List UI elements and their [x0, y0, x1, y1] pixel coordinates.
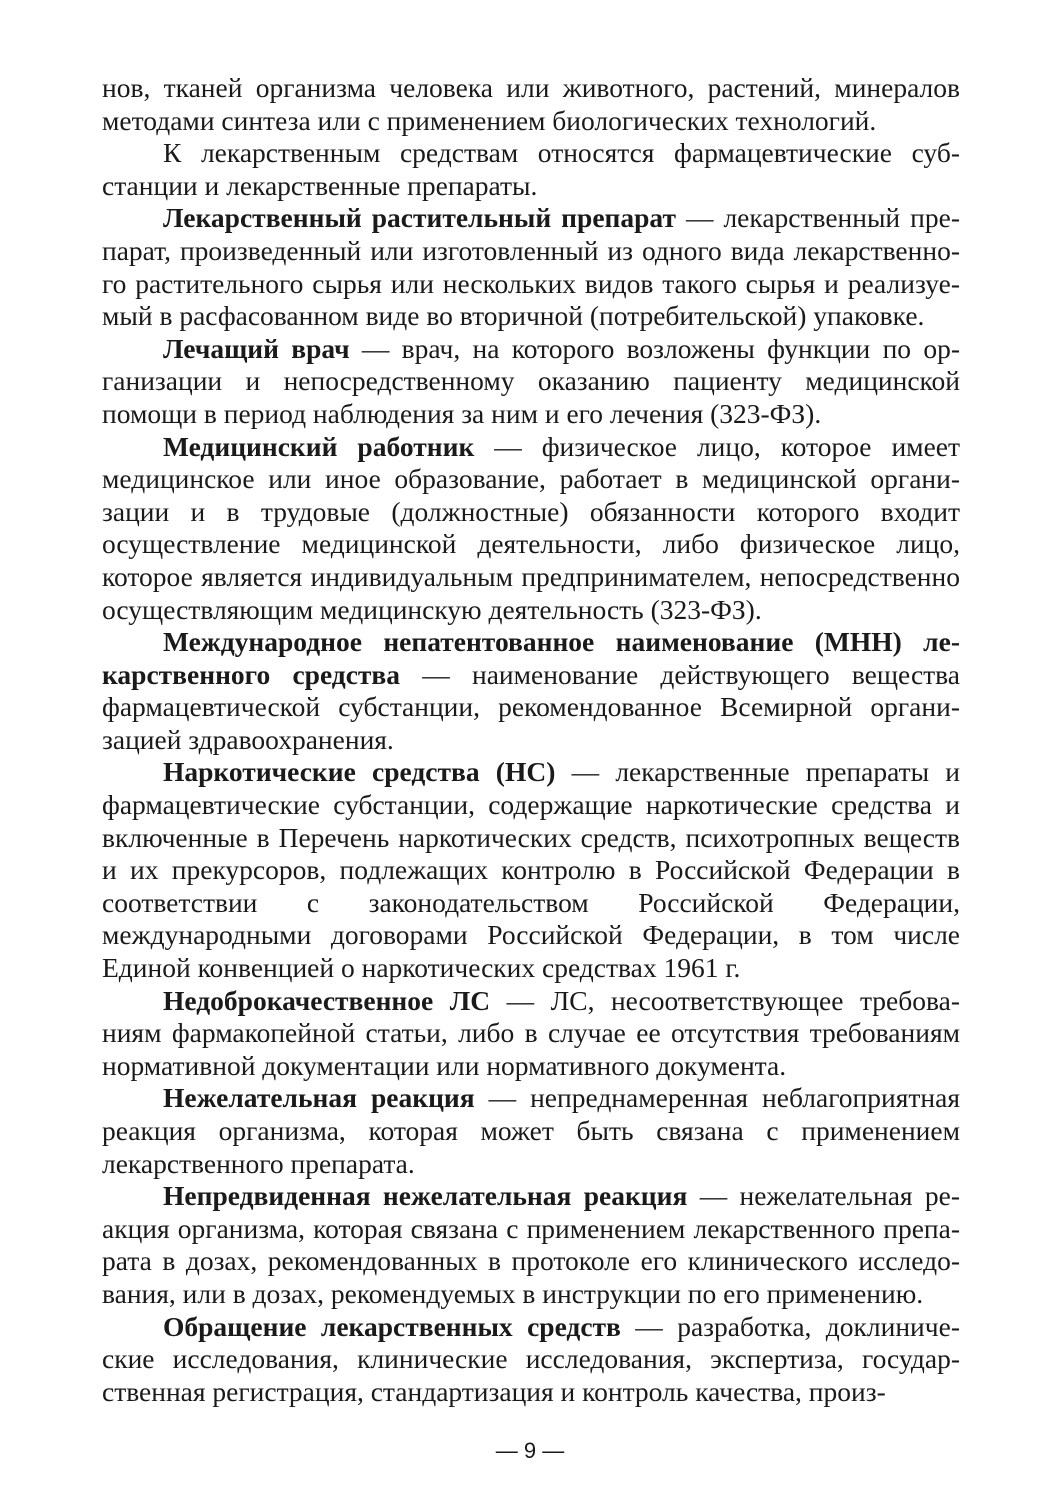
paragraph-continuation: нов, тканей организма человека или животного, растений, минералов методами синтеза или с применением биологических технологий. [102, 72, 960, 136]
definition-text: — ЛС, несоответствующее требованиям фармакопейной статьи, либо в случае ее отсутствия требованиям нормативной документации или нормативного документа. [102, 984, 961, 1081]
definition-entry [102, 1082, 960, 1180]
definition-term: Международное непатентованное наименование (МНН) лекарственного средства [102, 626, 960, 690]
definition-text: — физическое лицо, которое имеет медицинское или иное образование, работает в медицинской организации и в трудовые (должностные) обязанности которого входит осуществление медицинской деятельности, либо физическое лицо, которое является индивидуальным предпринимателем, непосредственно осуществляющим медицинскую деятельность (323-ФЗ). [102, 430, 961, 625]
definition-term: Нежелательная реакция [163, 1082, 475, 1114]
definition-term: Недоброкачественное ЛС [163, 984, 491, 1016]
definition-text: — разработка, доклинические исследования, клинические исследования, экспертиза, государственная регистрация, стандартизация и контроль качества, произ- [102, 1310, 960, 1407]
definition-term: Лечащий врач [163, 332, 350, 364]
definition-text: — врач, на которого возложены функции по организации и непосредственному оказанию пациенту медицинской помощи в период наблюдения за ним и его лечения (323-ФЗ). [102, 332, 960, 429]
definition-term: Медицинский работник [163, 430, 475, 462]
definition-term: Наркотические средства (НС) [163, 756, 556, 788]
definition-text: — наименование действующего вещества фармацевтической субстанции, рекомендованное Всемирной организацией здравоохранения. [102, 658, 960, 755]
definition-entry [102, 333, 960, 431]
definition-term: Обращение лекарственных средств [163, 1310, 621, 1342]
page-body [102, 72, 960, 1408]
definition-text: — нежелательная реакция организма, которая связана с применением лекарственного препарата в дозах, рекомендованных в протоколе его клинического исследования, или в дозах, рекомендуемых в инструкции по его применению. [102, 1180, 960, 1309]
definition-entry [102, 985, 960, 1083]
definition-entry [102, 1180, 960, 1310]
definition-text: — лекарственный препарат, произведенный или изготовленный из одного вида лекарственного растительного сырья или нескольких видов такого сырья и реализуемый в расфасованном виде во вторичной (потребительской) упаковке. [102, 202, 960, 332]
page-number: — 9 — [495, 1438, 565, 1463]
definition-entry [102, 1311, 960, 1409]
definition-entry [102, 431, 960, 627]
definition-term: Непредвиденная нежелательная реакция [163, 1180, 688, 1212]
definition-entry [102, 756, 960, 984]
definition-text: — непреднамеренная неблагоприятная реакция организма, которая может быть связана с применением лекарственного препарата. [102, 1082, 960, 1179]
paragraph-substances: К лекарственным средствам относятся фармацевтические субстанции и лекарственные препараты. [102, 137, 960, 201]
definition-term: Лекарственный растительный препарат [163, 202, 676, 234]
definition-text: — лекарственные препараты и фармацевтические субстанции, содержащие наркотические средства и включенные в Перечень наркотических средств, психотропных веществ и их прекурсоров, подлежащих контролю в Российской Федерации в соответствии с законодательством Российской Федерации, международными договорами Российской Федерации, в том числе Единой конвенцией о наркотических средствах 1961 г. [102, 756, 961, 984]
definition-entry [102, 202, 960, 332]
definition-entry [102, 626, 960, 756]
